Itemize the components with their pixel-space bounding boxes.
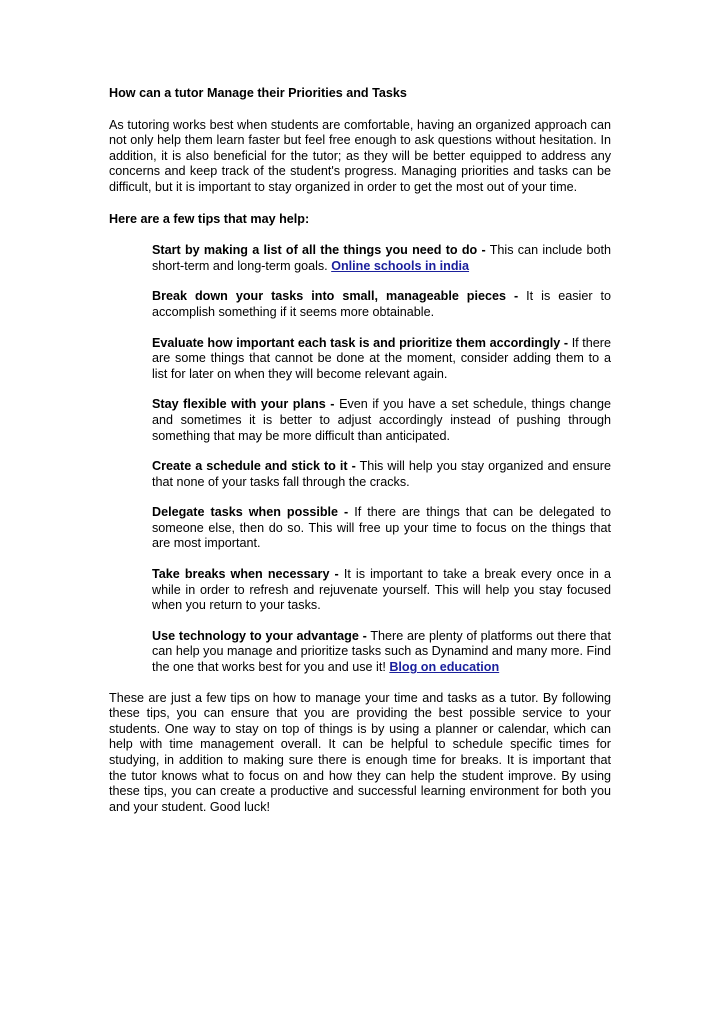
tip-body: There are plenty of platforms out there that can help you manage and prioritize tasks such as Dynamind and many more. Find the one that works best for you and use it! [152, 628, 611, 675]
tip-item-use-technology [152, 629, 611, 676]
document-title: How can a tutor Manage their Priorities and Tasks [109, 86, 407, 100]
online-schools-link[interactable]: Online schools in india [331, 258, 470, 273]
tip-body: This will help you stay organized and ensure that none of your tasks fall through the cracks. [152, 459, 611, 489]
tips-list [152, 243, 611, 675]
tip-title: Break down your tasks into small, manageable pieces - [152, 289, 519, 304]
tip-body: If there are some things that cannot be done at the moment, consider adding them to a list for later on when they will become relevant again. [152, 335, 611, 381]
tip-body: This can include both short-term and long-term goals. [152, 243, 611, 273]
blog-on-education-link[interactable]: Blog on education [389, 660, 500, 675]
tips-heading: Here are a few tips that may help: [109, 211, 310, 226]
tip-item-delegate [152, 505, 611, 552]
tip-title: Use technology to your advantage - [152, 628, 367, 643]
tip-title: Stay flexible with your plans - [152, 397, 335, 412]
tip-item-break-down [152, 289, 611, 320]
tip-item-stay-flexible [152, 397, 611, 444]
tip-title: Delegate tasks when possible - [152, 505, 349, 520]
intro-paragraph: As tutoring works best when students are comfortable, having an organized approach can not only help them learn faster but feel free enough to ask questions without hesitation. In addition, it is also beneficial for the tutor; as they will be better equipped to address any concerns and keep track of the student's progress. Managing priorities and tasks can be difficult, but it is important to stay organized in order to get the most out of your time. [109, 117, 611, 194]
tip-body: If there are things that can be delegated to someone else, then do so. This will free up your time to focus on the things that are most important. [152, 505, 612, 551]
tip-item-take-breaks [152, 567, 611, 614]
tip-title: Evaluate how important each task is and prioritize them accordingly - [152, 335, 569, 350]
conclusion-paragraph: These are just a few tips on how to manage your time and tasks as a tutor. By following these tips, you can ensure that you are providing the best possible service to your students. One way to stay on top of things is by using a planner or calendar, which can help with time management overall. It can be helpful to schedule specific times for studying, in addition to making sure there is enough time for breaks. It is important that the tutor knows what to focus on and how they can help the student improve. By using these tips, you can create a productive and successful learning environment for both you and your student. Good luck! [109, 690, 611, 814]
tip-item-make-list [152, 243, 611, 274]
tip-body: Even if you have a set schedule, things change and sometimes it is better to adjust accordingly instead of pushing through something that may be more difficult than anticipated. [152, 397, 612, 443]
tip-title: Take breaks when necessary - [152, 567, 339, 582]
tip-title: Start by making a list of all the things you need to do - [152, 243, 486, 258]
tip-body: It is easier to accomplish something if it seems more obtainable. [152, 289, 611, 319]
tip-item-evaluate [152, 336, 611, 383]
tip-body: It is important to take a break every once in a while in order to refresh and rejuvenate yourself. This will help you stay focused when you return to your tasks. [152, 567, 611, 613]
document-page [109, 86, 611, 831]
tip-title: Create a schedule and stick to it - [152, 459, 356, 474]
tip-item-schedule [152, 459, 611, 490]
